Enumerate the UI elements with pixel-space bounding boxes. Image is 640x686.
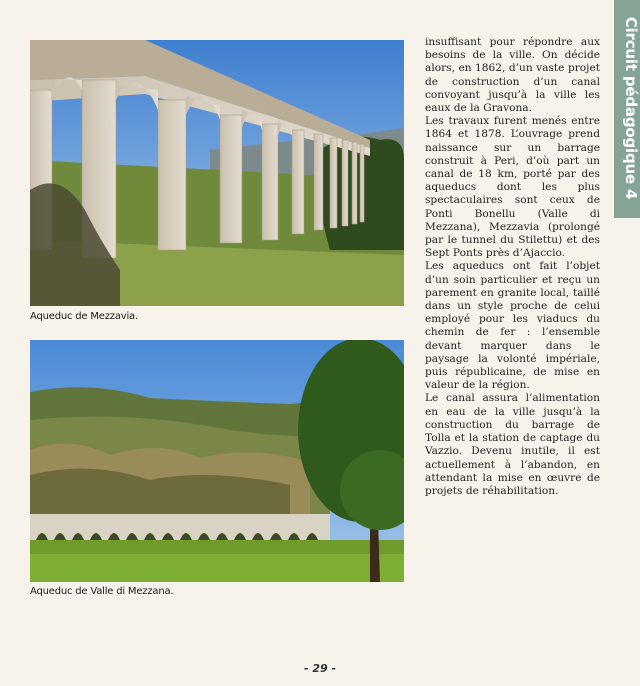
photo-aqueduc-valle-di-mezzana: [30, 340, 404, 582]
paragraph: insuffisant pour répondre aux besoins de la ville. On décide alors, en 1862, d’un vaste projet de construction d’un canal convoyant jusqu’à la ville les eaux de la Gravona.: [425, 36, 600, 115]
chapter-tab-label: Circuit pédagogique 4: [622, 16, 640, 200]
photo-aqueduc-mezzavia: [30, 40, 404, 306]
paragraph: Les travaux furent menés entre 1864 et 1878. L’ouvrage prend naissance sur un barrage construit à Peri, d’où part un canal de 18 km, porté par des aqueducs dont les plus spectaculaires sont ceux de Ponti Bonellu (Valle di Mezzana), Mezzavia (prolongé par le tunnel du Stilettu) et des Sept Ponts près d’Ajaccio.: [425, 115, 600, 260]
paragraph: Le canal assura l’alimentation en eau de la ville jusqu’à la construction du barrage de Tolla et la station de captage du Vazzio. Devenu inutile, il est actuellement à l’abandon, en attendant la mise en œuvre de projets de réhabilitation.: [425, 392, 600, 497]
article-text: [425, 36, 600, 498]
paragraph: Les aqueducs ont fait l’objet d’un soin particulier et reçu un parement en granite local, taillé dans un style proche de celui employé pour les viaducs du chemin de fer : l’ensemble devant marquer dans le paysage la volonté impériale, puis républicaine, de mise en valeur de la région.: [425, 260, 600, 392]
page-number: - 29 -: [303, 662, 337, 675]
photo-caption: Aqueduc de Mezzavia.: [30, 311, 138, 322]
photo-caption: Aqueduc de Valle di Mezzana.: [30, 586, 174, 597]
